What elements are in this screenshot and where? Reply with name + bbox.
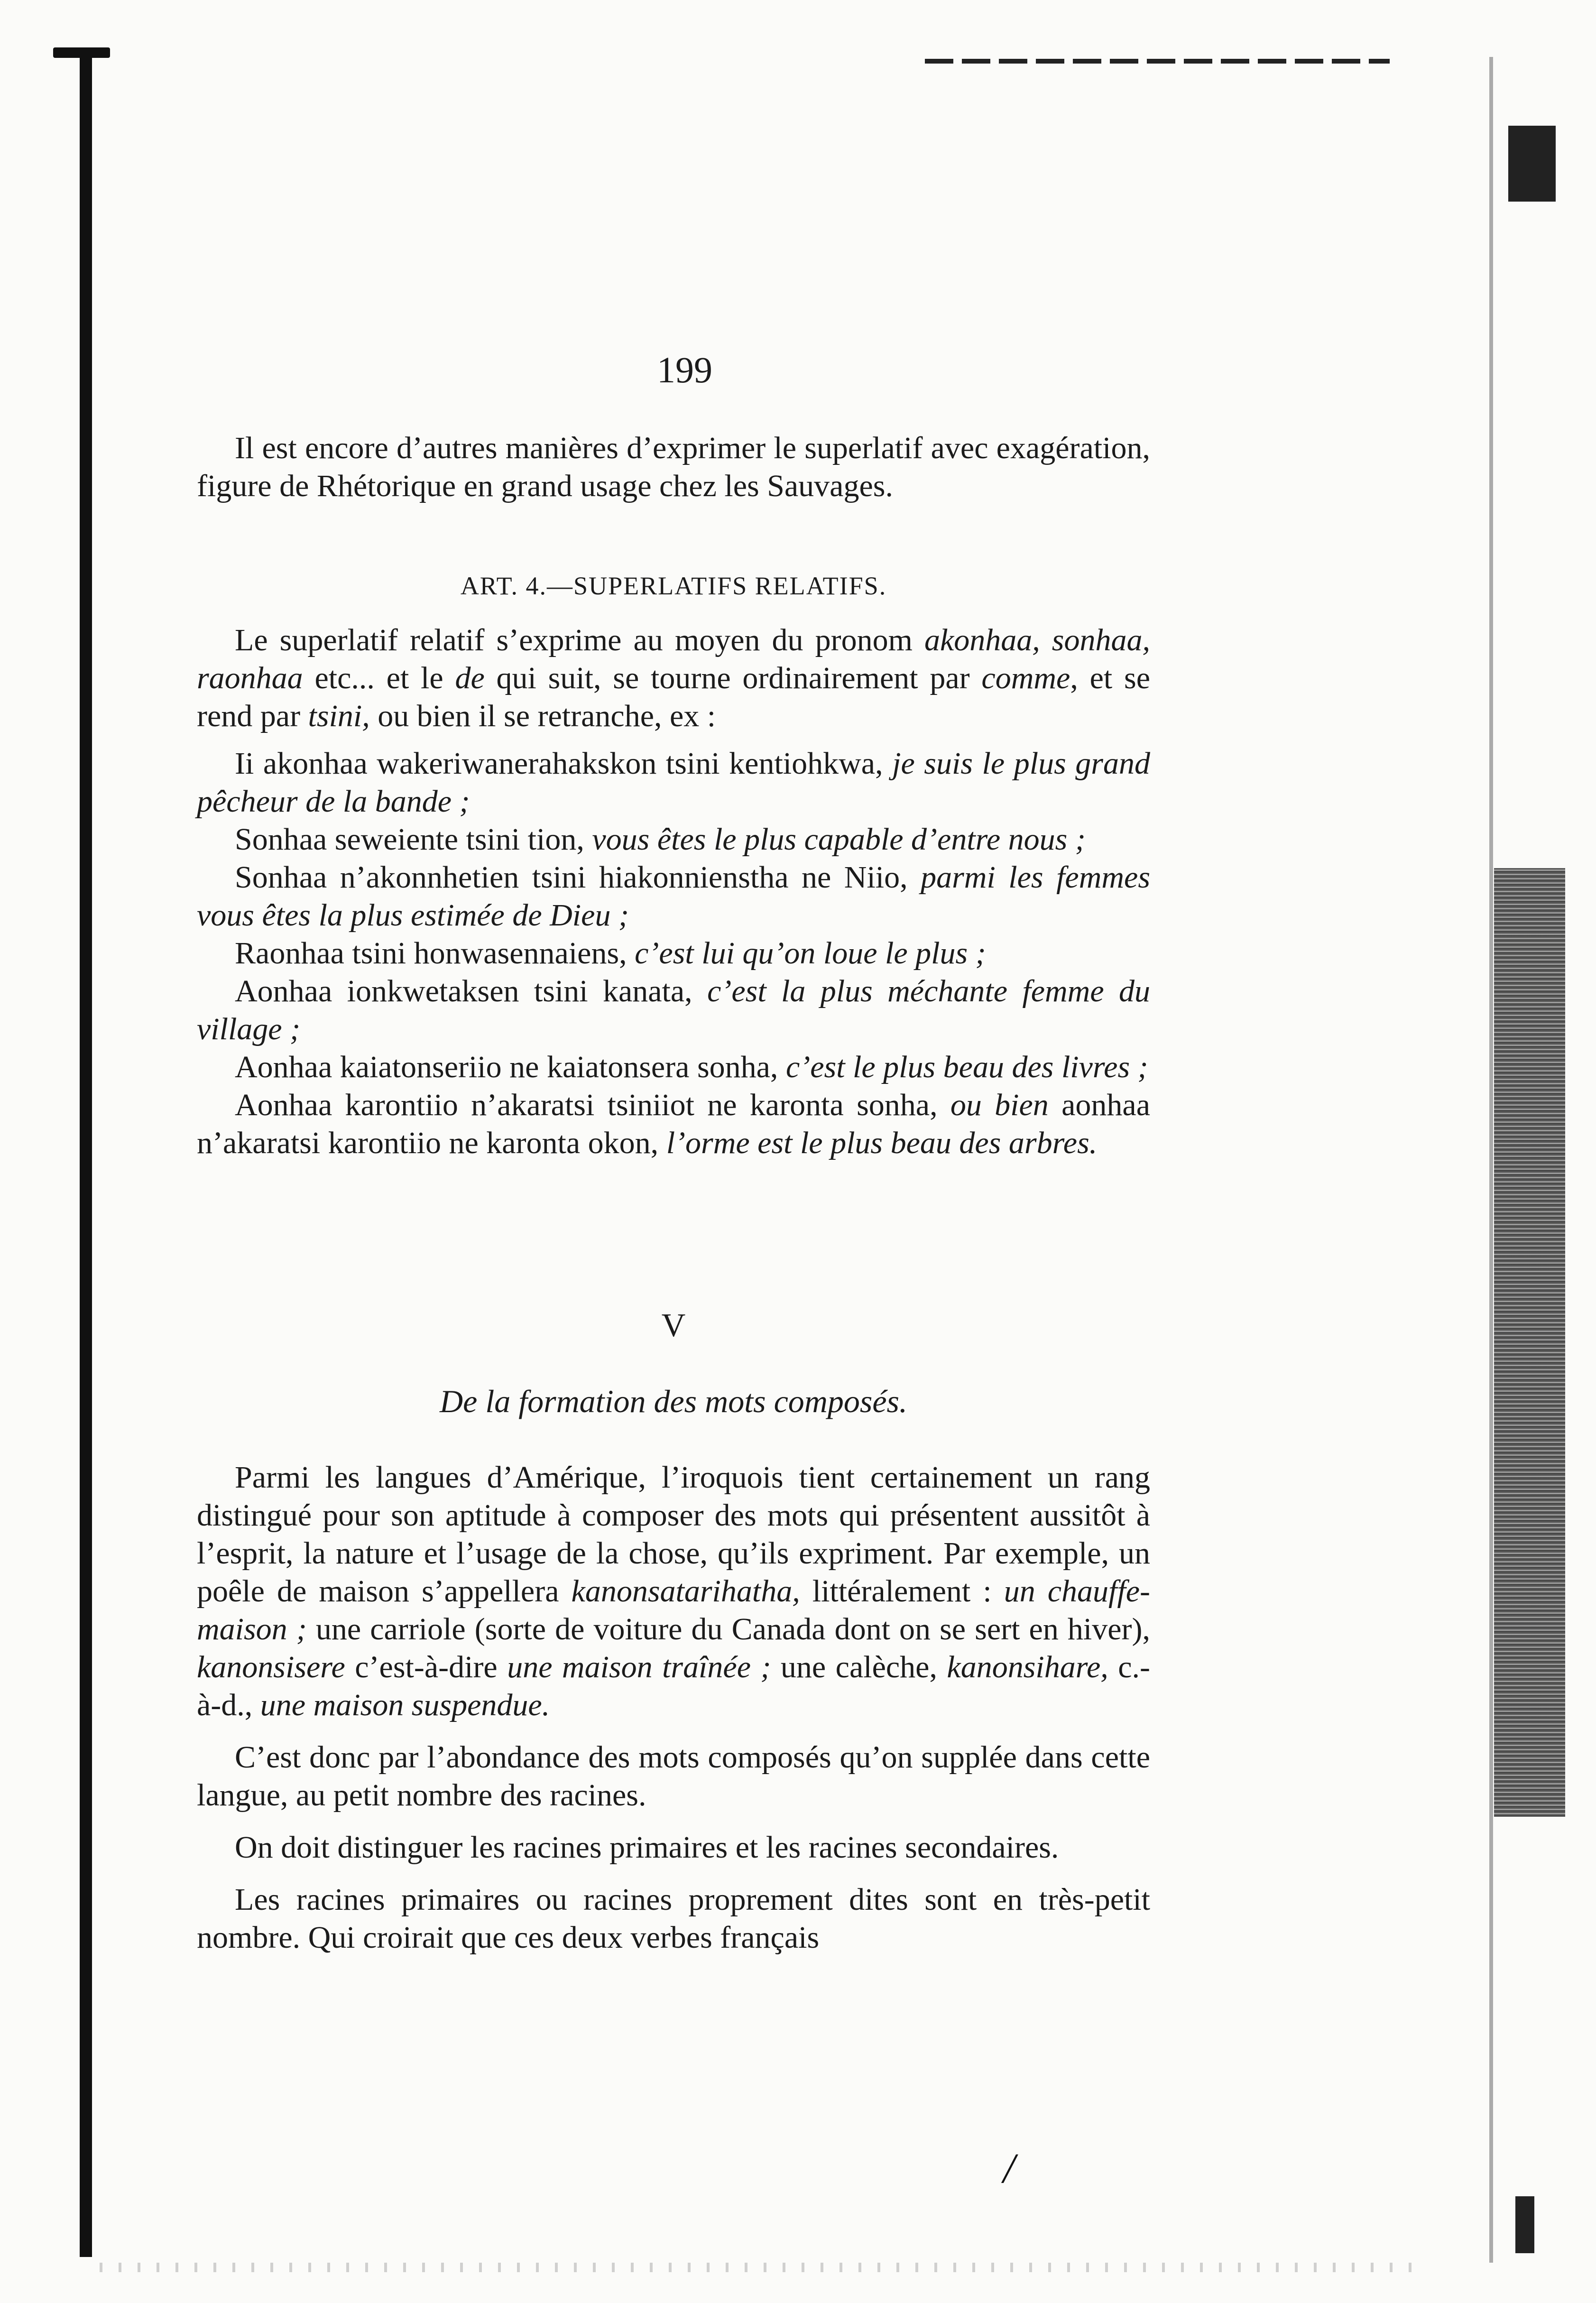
- scan-top-rule: [925, 59, 1390, 64]
- example-item: Sonhaa n’akonnhetien tsini hiakonnienstha ne Niio, parmi les femmes vous êtes la plus estimée de Dieu ;: [197, 860, 1151, 933]
- scan-binding-edge: [80, 56, 92, 2257]
- scan-slash-mark: /: [1003, 2145, 1015, 2192]
- scan-right-noise: [1494, 868, 1565, 1817]
- intro-text: Il est encore d’autres manières d’exprimer le superlatif avec exagération, figure de Rhétorique en grand usage chez les Sauvages.: [197, 431, 1150, 503]
- intro-paragraph: [197, 429, 1150, 505]
- example-item: Aonhaa karontiio n’akaratsi tsiniiot ne karonta sonha, ou bien aonhaa n’akaratsi karontiio ne karonta okon, l’orme est le plus beau des arbres.: [197, 1088, 1150, 1160]
- section-number: V: [661, 1307, 686, 1344]
- example-item: Sonhaa seweiente tsini tion, vous êtes le plus capable d’entre nous ;: [235, 822, 1086, 857]
- article-heading: ART. 4.—SUPERLATIFS RELATIFS.: [460, 572, 887, 600]
- superlatif-text: Le superlatif relatif s’exprime au moyen du pronom akonhaa, sonhaa, raonhaa etc... et le de qui suit, se tourne ordinairement par comme, et se rend par tsini, ou bien il se retranche, ex :: [197, 623, 1150, 733]
- section-paragraph: Parmi les langues d’Amérique, l’iroquois tient certainement un rang distingué pour son aptitude à composer des mots qui présentent aussitôt à l’esprit, la nature et l’usage de la chose, qu’ils expriment. Par exemple, un poêle de maison s’appellera kanonsatarihatha, littéralement : un chauffe-maison ; une carriole (sorte de voiture du Canada dont on se sert en hiver), kanonsisere c’est-à-dire une maison traînée ; une calèche, kanonsihare, c.-à-d., une maison suspendue.: [197, 1460, 1151, 1722]
- section-title: De la formation des mots composés.: [440, 1383, 907, 1419]
- page-number: 199: [657, 349, 712, 390]
- examples-list: [197, 745, 1150, 1162]
- example-item: Ii akonhaa wakeriwanerahakskon tsini kentiohkwa, je suis le plus grand pêcheur de la bande ;: [197, 746, 1150, 819]
- section-paragraph: C’est donc par l’abondance des mots composés qu’on supplée dans cette langue, au petit nombre des racines.: [197, 1740, 1150, 1813]
- scan-bottom-mark: [1515, 2196, 1534, 2253]
- example-item: Aonhaa ionkwetaksen tsini kanata, c’est la plus méchante femme du village ;: [197, 974, 1150, 1046]
- section-paragraph: Les racines primaires ou racines proprement dites sont en très-petit nombre. Qui croirait que ces deux verbes français: [197, 1882, 1150, 1955]
- example-item: Raonhaa tsini honwasennaiens, c’est lui qu’on loue le plus ;: [235, 936, 986, 971]
- scan-right-edge: [1489, 57, 1493, 2263]
- superlatif-paragraph: [197, 621, 1150, 735]
- scan-right-mark: [1508, 126, 1556, 202]
- section-paragraph: On doit distinguer les racines primaires et les racines secondaires.: [235, 1830, 1059, 1865]
- example-item: Aonhaa kaiatonseriio ne kaiatonsera sonha, c’est le plus beau des livres ;: [235, 1050, 1148, 1084]
- section-body: [197, 1459, 1150, 1971]
- scan-bottom-noise: [100, 2263, 1428, 2272]
